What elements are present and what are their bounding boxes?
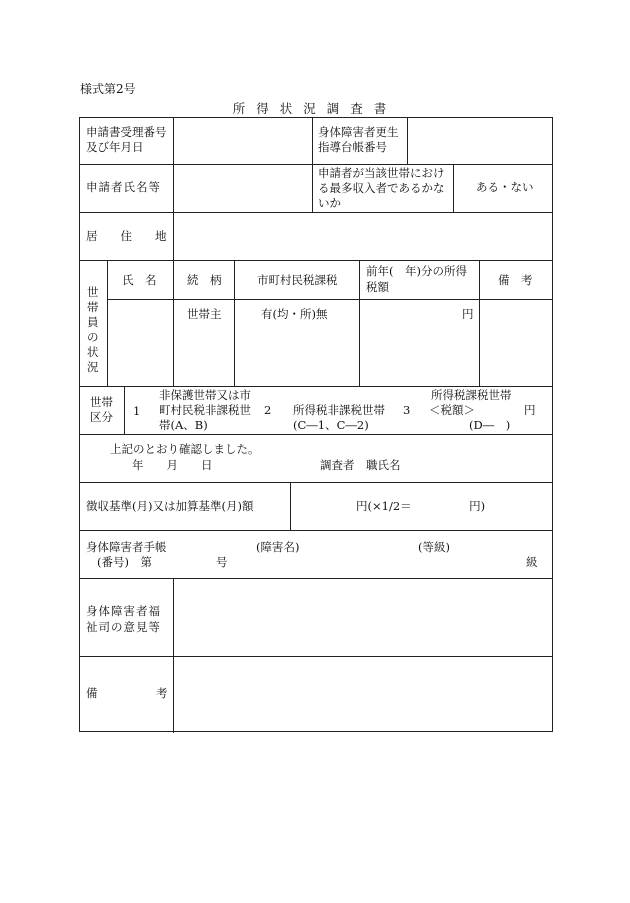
standard-amount[interactable]: 円(×1/2＝ 円) xyxy=(356,499,486,513)
col-header-municipal-tax: 市町村民税課税 xyxy=(257,273,338,287)
option-3-number: 3 xyxy=(403,403,411,417)
col-divider xyxy=(107,260,108,386)
highest-income-question: る最多収入者であるかな xyxy=(318,181,445,195)
col-divider xyxy=(479,260,480,386)
handbook-label: 身体障害者手帳 xyxy=(86,540,167,554)
handbook-number-label: (番号) 第 xyxy=(97,555,152,569)
row-divider xyxy=(80,164,552,165)
option-3-text[interactable]: 所得税課税世帯 xyxy=(431,388,512,402)
row-divider xyxy=(80,386,552,387)
col-divider xyxy=(124,386,125,434)
application-date-label: 及び年月日 xyxy=(86,140,144,154)
disability-name-label: (障害名) xyxy=(256,540,300,554)
relation-value: 世帯主 xyxy=(187,307,222,321)
col-divider xyxy=(359,260,360,386)
remarks-label-right: 考 xyxy=(156,686,168,700)
col-header-name: 氏 名 xyxy=(122,273,157,287)
row-divider xyxy=(80,260,552,261)
col-header-remarks: 備 考 xyxy=(498,273,533,287)
option-3-tax-label: ＜税額＞ xyxy=(429,403,475,417)
col-divider xyxy=(290,482,291,530)
col-header-relation: 続 柄 xyxy=(187,273,222,287)
option-3-yen: 円 xyxy=(524,403,536,417)
col-header-income-tax: 前年( 年)分の所得 xyxy=(366,264,467,278)
row-divider xyxy=(80,482,552,483)
residence-label: 居 住 地 xyxy=(86,229,167,243)
option-2-number: 2 xyxy=(264,403,272,417)
highest-income-question: いか xyxy=(318,196,341,210)
remarks-field[interactable] xyxy=(174,657,552,731)
opinion-label: 身体障害者福 xyxy=(86,604,161,618)
form-number: 様式第2号 xyxy=(80,82,136,96)
col-divider xyxy=(312,118,313,212)
go-label: 号 xyxy=(216,555,228,569)
option-1-text[interactable]: 帯(A、B) xyxy=(159,418,208,432)
household-members-label: 世帯員の状況 xyxy=(87,285,99,374)
applicant-name-label: 申請者氏名等 xyxy=(86,180,161,194)
registry-number-label: 指導台帳番号 xyxy=(318,140,387,154)
page-title: 所得状況調査書 xyxy=(232,101,398,116)
investigator-label: 調査者 職氏名 xyxy=(320,458,401,472)
collection-standard-label: 徴収基準(月)又は加算基準(月)額 xyxy=(86,499,254,513)
option-1-text[interactable]: 非保護世帯又は市 xyxy=(159,388,251,402)
division-label: 区分 xyxy=(90,410,113,424)
registry-number-field[interactable] xyxy=(408,119,552,163)
option-1-number: 1 xyxy=(133,404,141,418)
survey-form-table xyxy=(79,117,553,732)
applicant-name-field[interactable] xyxy=(174,165,311,211)
application-number-field[interactable] xyxy=(174,119,311,163)
col-divider xyxy=(234,260,235,386)
tax-status-choice[interactable]: 有(均・所)無 xyxy=(261,307,328,321)
row-divider xyxy=(80,434,552,435)
kyu-label: 級 xyxy=(526,555,538,569)
option-3-code: (D― ) xyxy=(469,418,511,432)
remarks-label-left: 備 xyxy=(86,686,98,700)
registry-label: 身体障害者更生 xyxy=(318,125,399,139)
highest-income-question: 申請者が当該世帯におけ xyxy=(318,166,445,180)
application-number-label: 申請書受理番号 xyxy=(86,125,167,139)
col-header-income-tax: 税額 xyxy=(366,280,389,294)
opinion-label: 祉司の意見等 xyxy=(86,620,161,634)
opinion-field[interactable] xyxy=(174,579,552,655)
residence-field[interactable] xyxy=(174,213,552,259)
confirmation-statement: 上記のとおり確認しました。 xyxy=(110,442,260,456)
row-divider xyxy=(80,530,552,531)
option-2-text[interactable]: 所得税非課税世帯 xyxy=(293,403,385,417)
option-2-text[interactable]: (C―1、C―2) xyxy=(293,418,369,432)
division-label: 世帯 xyxy=(90,395,113,409)
col-divider xyxy=(453,164,454,212)
yes-no-choice[interactable]: ある・ない xyxy=(476,180,534,194)
col-divider xyxy=(173,260,174,386)
confirmation-date[interactable]: 年 月 日 xyxy=(132,458,213,472)
option-1-text[interactable]: 町村民税非課税世 xyxy=(159,403,251,417)
yen-unit: 円 xyxy=(462,307,474,321)
grade-label: (等級) xyxy=(418,540,450,554)
